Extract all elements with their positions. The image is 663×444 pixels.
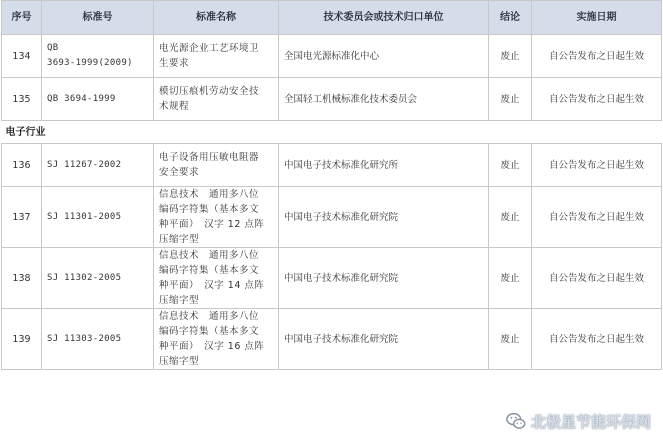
row-committee: 全国轻工机械标准化技术委员会: [279, 78, 489, 121]
row-committee: 中国电子技术标准化研究院: [279, 248, 489, 309]
wechat-icon: [505, 410, 527, 432]
row-standard-name: 模切压痕机劳动安全技 术规程: [154, 78, 279, 121]
header-standard-code: 标准号: [42, 1, 154, 35]
watermark: [505, 410, 651, 432]
row-conclusion: 废止: [489, 187, 532, 248]
table-row: [2, 187, 662, 248]
row-standard-code: SJ 11301-2005: [42, 187, 154, 248]
row-index: 137: [2, 187, 42, 248]
section-row: [2, 121, 662, 144]
table-row: [2, 78, 662, 121]
row-conclusion: 废止: [489, 78, 532, 121]
row-committee: 中国电子技术标准化研究院: [279, 187, 489, 248]
row-standard-code: QB 3693-1999(2009): [42, 35, 154, 78]
row-committee: 中国电子技术标准化研究所: [279, 144, 489, 187]
row-index: 139: [2, 309, 42, 370]
row-effective-date: 自公告发布之日起生效: [532, 187, 662, 248]
table-row: [2, 248, 662, 309]
row-conclusion: 废止: [489, 35, 532, 78]
header-index: 序号: [2, 1, 42, 35]
row-index: 134: [2, 35, 42, 78]
row-standard-code: SJ 11302-2005: [42, 248, 154, 309]
row-effective-date: 自公告发布之日起生效: [532, 35, 662, 78]
row-standard-name: 信息技术 通用多八位 编码字符集（基本多文 种平面） 汉字 12 点阵 压缩字型: [154, 187, 279, 248]
rows-before-section: [2, 35, 662, 121]
header-conclusion: 结论: [489, 1, 532, 35]
row-standard-name: 信息技术 通用多八位 编码字符集（基本多文 种平面） 汉字 16 点阵 压缩字型: [154, 309, 279, 370]
row-conclusion: 废止: [489, 248, 532, 309]
row-standard-name: 信息技术 通用多八位 编码字符集（基本多文 种平面） 汉字 14 点阵 压缩字型: [154, 248, 279, 309]
row-committee: 中国电子技术标准化研究院: [279, 309, 489, 370]
table-header-row: [2, 1, 662, 35]
section-label: 电子行业: [2, 121, 662, 144]
header-committee: 技术委员会或技术归口单位: [279, 1, 489, 35]
table-row: [2, 309, 662, 370]
row-effective-date: 自公告发布之日起生效: [532, 248, 662, 309]
row-index: 136: [2, 144, 42, 187]
row-effective-date: 自公告发布之日起生效: [532, 144, 662, 187]
table-row: [2, 35, 662, 78]
row-standard-code: QB 3694-1999: [42, 78, 154, 121]
watermark-text: 北极星节能环保网: [530, 412, 651, 431]
table-row: [2, 144, 662, 187]
row-standard-code: SJ 11267-2002: [42, 144, 154, 187]
row-standard-name: 电子设备用压敏电阻器 安全要求: [154, 144, 279, 187]
row-conclusion: 废止: [489, 144, 532, 187]
row-effective-date: 自公告发布之日起生效: [532, 309, 662, 370]
header-standard-name: 标准名称: [154, 1, 279, 35]
row-conclusion: 废止: [489, 309, 532, 370]
header-effective-date: 实施日期: [532, 1, 662, 35]
row-standard-code: SJ 11303-2005: [42, 309, 154, 370]
standards-table: [1, 0, 662, 370]
row-effective-date: 自公告发布之日起生效: [532, 78, 662, 121]
row-standard-name: 电光源企业工艺环境卫 生要求: [154, 35, 279, 78]
row-index: 135: [2, 78, 42, 121]
row-committee: 全国电光源标准化中心: [279, 35, 489, 78]
rows-after-section: [2, 144, 662, 370]
row-index: 138: [2, 248, 42, 309]
